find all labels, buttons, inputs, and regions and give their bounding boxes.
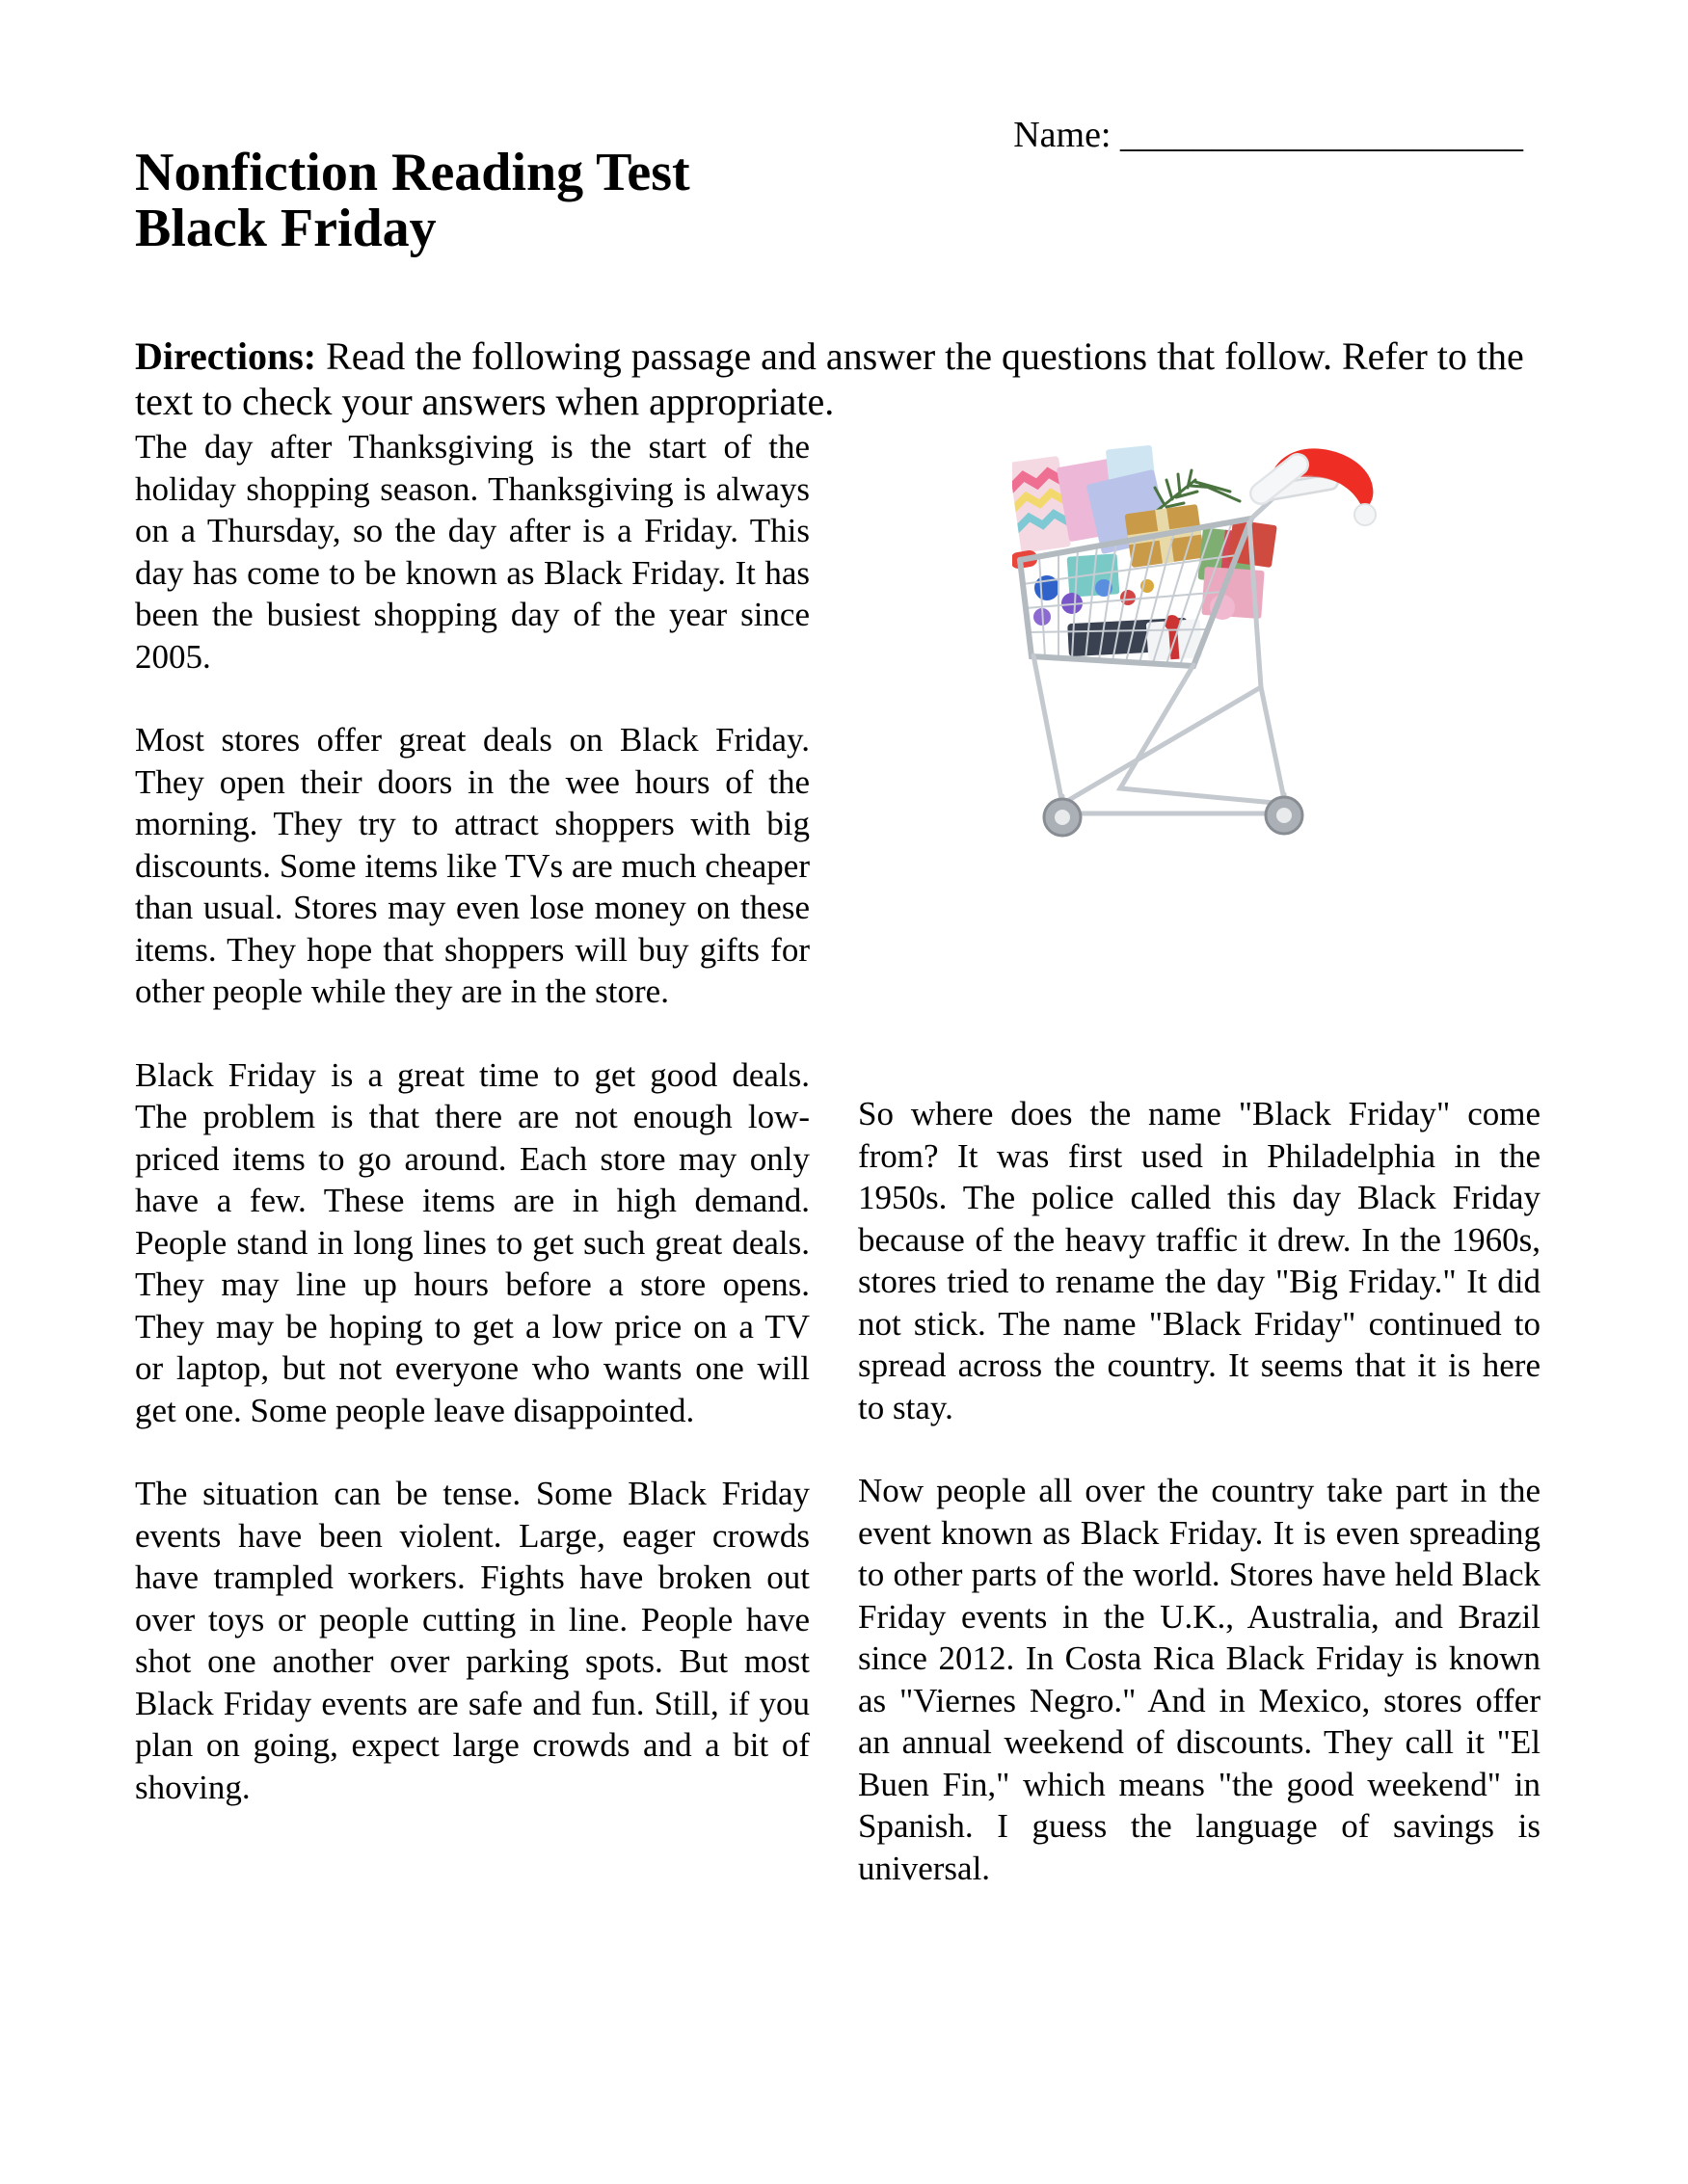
directions-label: Directions: [135,334,317,378]
gift-cart-illustration [1012,441,1380,839]
name-label: Name: [1013,115,1112,155]
name-blank-line: ______________________ [1120,115,1523,155]
name-row [1013,114,1523,156]
page-title-line1: Nonfiction Reading Test [135,143,690,202]
shopping-cart-image [1012,441,1380,839]
page-title-line2: Black Friday [135,199,437,258]
passage-paragraph-4: The situation can be tense. Some Black Friday events have been violent. Large, eager crowds have trampled workers. Fights have broken out over toys or people cutting in line. People have shot one another over parking spots. But most Black Friday events are safe and fun. Still, if you plan on going, expect large crowds and a bit of shoving. [135,1475,810,1806]
greenery-sprig [1155,470,1240,511]
passage-paragraph-5: So where does the name "Black Friday" come from? It was first used in Philadelphia in the 1950s. The police called this day Black Friday because of the heavy traffic it drew. In the 1960s, stores tried to rename the day "Big Friday." It did not stick. The name "Black Friday" continued to spread across the country. It seems that it is here to stay. [858,1095,1541,1426]
directions-text: Read the following passage and answer the questions that follow. Refer to the text to check your answers when appropriate. [135,334,1524,423]
passage-column-right [858,1093,1541,1931]
passage-paragraph-3: Black Friday is a great time to get good deals. The problem is that there are not enough low-priced items to go around. Each store may only have a few. These items are in high demand. People stand in long lines to get such great deals. They may line up hours before a store opens. They may be hoping to get a low price on a TV or laptop, but not everyone who wants one will get one. Some people leave disappointed. [135,1055,810,1429]
page-title [135,145,690,256]
passage-column-left [135,426,810,1850]
passage-paragraph-2: Most stores offer great deals on Black Friday. They open their doors in the wee hours of the morning. They try to attract shoppers with big discounts. Some items like TVs are much cheaper than usual. Stores may even lose money on these items. They hope that shoppers will buy gifts for other people while they are in the store. [135,721,810,1010]
directions [135,333,1541,424]
passage-paragraph-1: The day after Thanksgiving is the start of the holiday shopping season. Thanksgiving is always on a Thursday, so the day after is a Friday. This day has come to be known as Black Friday. It has been the busiest shopping day of the year since 2005. [135,428,810,676]
passage-paragraph-6: Now people all over the country take part in the event known as Black Friday. It is even spreading to other parts of the world. Stores have held Black Friday events in the U.K., Australia, and Brazil since 2012. In Costa Rica Black Friday is known as "Viernes Negro." And in Mexico, stores offer an annual weekend of discounts. They call it "El Buen Fin," which means "the good weekend" in Spanish. I guess the language of savings is universal. [858,1472,1541,1887]
